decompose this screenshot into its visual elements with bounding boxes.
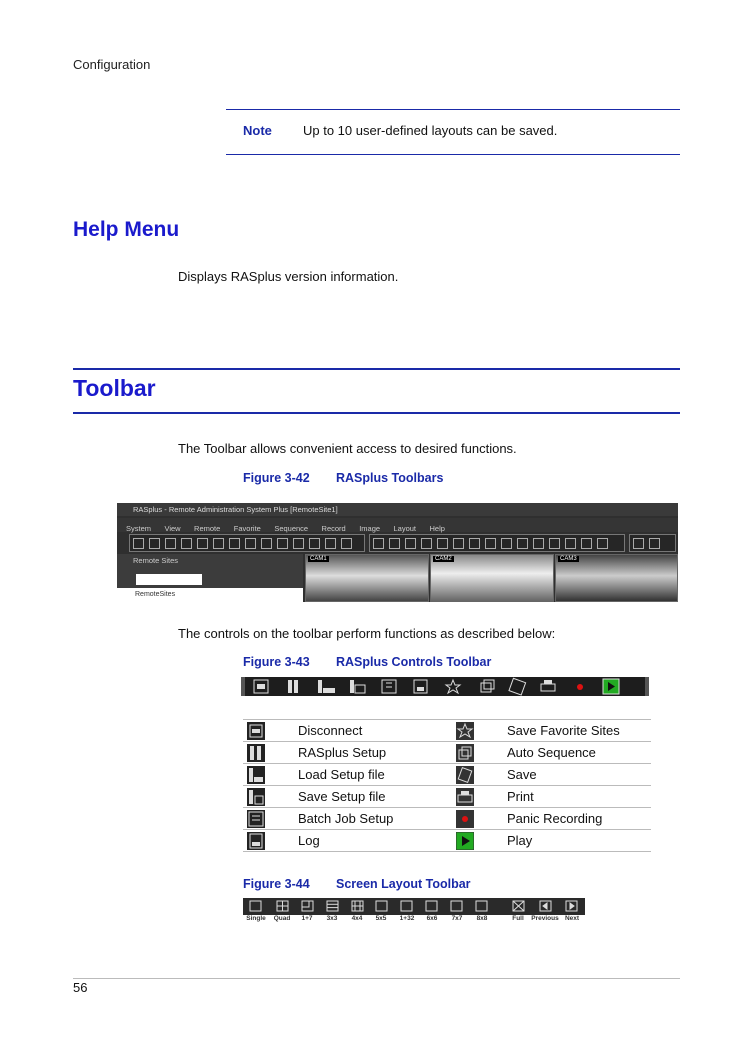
control-label: Load Setup file [298, 764, 452, 786]
disconnect-icon [247, 722, 265, 740]
help-menu-heading: Help Menu [73, 218, 180, 241]
menu-item: View [164, 524, 181, 533]
layout-label: Next [564, 915, 580, 922]
layout-label: 7x7 [451, 915, 463, 922]
remote-sites-panel [117, 554, 303, 602]
control-label: Save Setup file [298, 786, 452, 808]
screen-layout-toolbar [243, 898, 585, 915]
toolbar-intro: The Toolbar allows convenient access to desired functions. [178, 441, 517, 456]
log-icon [247, 832, 265, 850]
figure-number: Figure 3-43 [243, 655, 310, 669]
layout-label: 5x5 [375, 915, 387, 922]
setup-icon [247, 744, 265, 762]
window-title: RASplus - Remote Administration System Plus [RemoteSite1] [117, 503, 678, 516]
play-icon [603, 679, 619, 694]
page-header: Configuration [73, 57, 151, 72]
menu-item: Image [359, 524, 381, 533]
control-label: Batch Job Setup [298, 808, 452, 830]
layout-label: 1+32 [399, 915, 415, 922]
control-label: Print [507, 786, 651, 808]
page-number: 56 [73, 980, 88, 995]
layout-label: 1+7 [301, 915, 313, 922]
layout-4x4-icon [352, 901, 363, 911]
print-icon [541, 680, 555, 691]
toolbar-heading: Toolbar [73, 375, 156, 401]
help-menu-text: Displays RASplus version information. [178, 269, 399, 284]
layout-1-32-icon [401, 901, 412, 911]
controls-toolbar-icons [241, 677, 649, 696]
layout-1-7-icon [302, 901, 313, 911]
layout-label: Full [512, 915, 524, 922]
sequence-icon [481, 680, 494, 692]
layout-label: 8x8 [476, 915, 488, 922]
layout-8x8-icon [476, 901, 487, 911]
layout-full-icon [513, 901, 524, 911]
control-label: Auto Sequence [507, 742, 651, 764]
layout-3x3-icon [327, 901, 338, 911]
layout-quad-icon [277, 901, 288, 911]
footer-rule [73, 978, 680, 979]
controls-intro: The controls on the toolbar perform functions as described below: [178, 626, 556, 641]
control-label: RASplus Setup [298, 742, 452, 764]
log-icon [414, 680, 427, 693]
table-row [243, 808, 651, 830]
menu-item: Record [321, 524, 346, 533]
control-label: Panic Recording [507, 808, 651, 830]
save-setup-icon [247, 788, 265, 806]
panic-record-icon [577, 684, 583, 690]
menu-item: Layout [393, 524, 417, 533]
figure-caption [243, 471, 443, 485]
tree-item: RemoteSites [117, 588, 303, 602]
toolbar-bottom-rule [73, 412, 680, 414]
layout-6x6-icon [426, 901, 437, 911]
save-setup-icon [350, 680, 365, 693]
layout-previous-icon [540, 901, 551, 911]
figure-title: Screen Layout Toolbar [336, 877, 471, 891]
layout-label: Quad [273, 915, 291, 922]
panic-record-icon [456, 810, 474, 828]
control-label: Disconnect [298, 720, 452, 742]
save-icon [509, 678, 526, 695]
layout-5x5-icon [376, 901, 387, 911]
print-icon [456, 788, 474, 806]
search-box [136, 574, 202, 585]
figure-title: RASplus Controls Toolbar [336, 655, 492, 669]
table-row [243, 720, 651, 742]
play-icon [456, 832, 474, 850]
table-row [243, 764, 651, 786]
rasplus-screenshot [117, 503, 678, 602]
table-row [243, 830, 651, 852]
layout-label: 6x6 [426, 915, 438, 922]
load-setup-icon [247, 766, 265, 784]
menu-item: Remote [194, 524, 221, 533]
extra-toolbar [629, 534, 676, 552]
layout-single-icon [250, 901, 261, 911]
control-label: Play [507, 830, 651, 852]
layout-label: Single [246, 915, 266, 922]
layout-next-icon [566, 901, 577, 911]
note-text: Up to 10 user-defined layouts can be saved. [303, 123, 558, 138]
layout-toolbar-icons [243, 898, 585, 915]
layout-label: Previous [531, 915, 559, 922]
menu-item: Help [429, 524, 445, 533]
sequence-icon [456, 744, 474, 762]
table-row [243, 742, 651, 764]
control-label: Save [507, 764, 651, 786]
menu-item: Favorite [233, 524, 261, 533]
controls-toolbar [129, 534, 365, 552]
menu-item: Sequence [274, 524, 309, 533]
star-icon [456, 722, 474, 740]
layout-label: 3x3 [326, 915, 338, 922]
camera-view: CAM3 [555, 554, 678, 602]
save-icon [456, 766, 474, 784]
layout-label: 4x4 [351, 915, 363, 922]
control-label: Log [298, 830, 452, 852]
figure-number: Figure 3-44 [243, 877, 310, 891]
batch-job-icon [382, 680, 396, 693]
menu-item: System [126, 524, 152, 533]
toolbar-top-rule [73, 368, 680, 370]
figure-number: Figure 3-42 [243, 471, 310, 485]
note-label: Note [243, 123, 272, 138]
star-icon [446, 680, 460, 693]
figure-caption [243, 655, 491, 669]
layout-toolbar [369, 534, 625, 552]
load-setup-icon [318, 680, 335, 693]
setup-icon [288, 680, 298, 693]
figure-title: RASplus Toolbars [336, 471, 444, 485]
controls-toolbar-strip [241, 677, 649, 696]
panel-header: Remote Sites [133, 556, 179, 565]
figure-caption [243, 877, 471, 891]
layout-7x7-icon [451, 901, 462, 911]
menu-bar [117, 518, 678, 532]
control-label: Save Favorite Sites [507, 720, 651, 742]
layout-toolbar-labels [243, 915, 585, 924]
controls-table [243, 719, 651, 852]
camera-view: CAM2 [430, 554, 554, 602]
camera-view: CAM1 [305, 554, 429, 602]
disconnect-icon [254, 680, 268, 693]
batch-job-icon [247, 810, 265, 828]
note-box [226, 109, 680, 155]
table-row [243, 786, 651, 808]
